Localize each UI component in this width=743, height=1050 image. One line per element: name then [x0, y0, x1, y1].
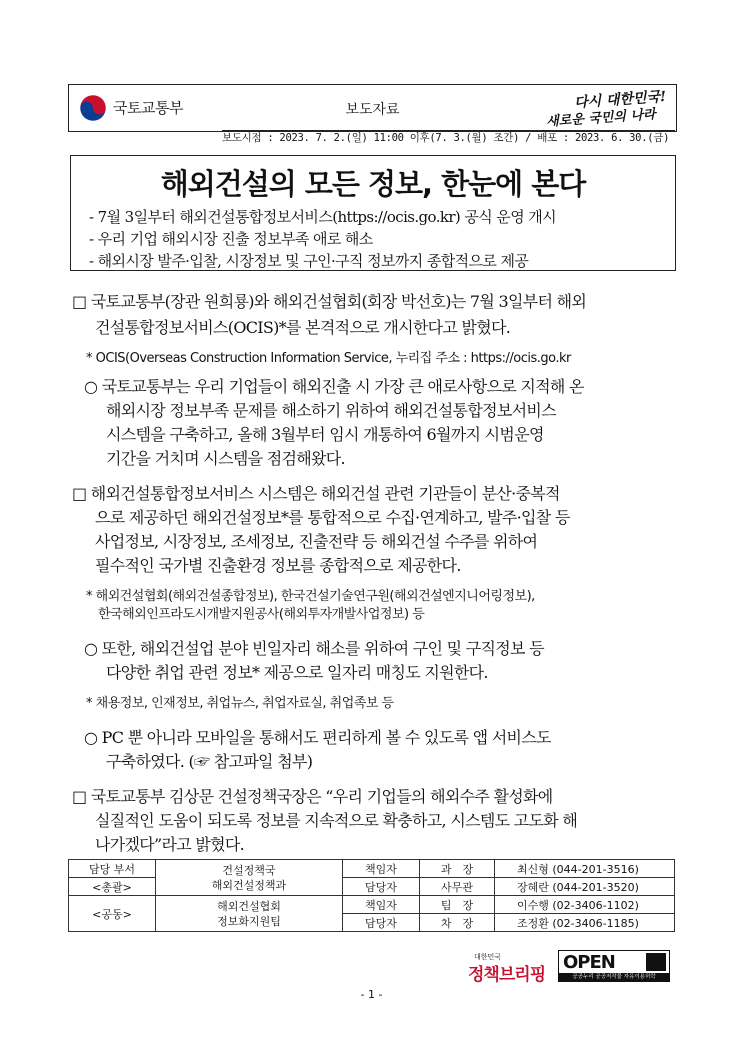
point-2-line-2: 다양한 취업 관련 정보* 제공으로 일자리 매칭도 지원한다.	[106, 663, 488, 682]
open-license-logo	[558, 950, 670, 982]
paragraph-3-line-3: 나가겠다”라고 밝혔다.	[95, 835, 245, 854]
point-1-line-4: 기간을 거치며 시스템을 점검해왔다.	[106, 449, 345, 468]
footnote-jobs: * 채용정보, 인재정보, 취업뉴스, 취업자료실, 취업족보 등	[86, 696, 394, 711]
slogan-line-2: 새로운 국민의 나라	[546, 107, 657, 130]
footnote-sources-1: * 해외건설협회(해외건설종합정보), 한국건설기술연구원(해외건설엔지니어링정보),	[86, 589, 535, 604]
point-1-line-1: ○ 국토교통부는 우리 기업들이 해외진출 시 가장 큰 애로사항으로 지적해 온	[84, 377, 584, 396]
paragraph-2-line-1: □ 해외건설통합정보서비스 시스템은 해외건설 관련 기관들이 분산·중복적	[72, 484, 560, 503]
paragraph-2-line-3: 사업정보, 시장정보, 조세정보, 진출전략 등 해외건설 수주를 위하여	[95, 532, 538, 551]
contact-title: 팀 장	[420, 896, 495, 914]
joint-tag: <공동>	[69, 896, 156, 932]
contact-person: 장혜란 (044-201-3520)	[495, 878, 675, 896]
paragraph-2-line-2: 으로 제공하던 해외건설정보*를 통합적으로 수집·연계하고, 발주·입찰 등	[95, 508, 570, 527]
title-box	[70, 155, 676, 271]
point-1-line-3: 시스템을 구축하고, 올해 3월부터 임시 개통하여 6월까지 시범운영	[106, 425, 544, 444]
dept-2-line-2: 정보화지원팀	[217, 914, 281, 928]
paragraph-3-line-1: □ 국토교통부 김상문 건설정책국장은 “우리 기업들의 해외수주 활성화에	[72, 787, 553, 806]
contact-title: 차 장	[420, 914, 495, 932]
open-label: OPEN	[563, 952, 615, 973]
page-number: - 1 -	[360, 988, 383, 1001]
subtitle-3: - 해외시장 발주·입찰, 시장정보 및 구인·구직 정보까지 종합적으로 제공	[89, 252, 529, 270]
dept-label: 담당 부서	[69, 860, 156, 878]
footnote-sources-2: 한국해외인프라도시개발지원공사(해외투자개발사업정보) 등	[98, 607, 425, 622]
table-row	[69, 860, 675, 878]
contact-role: 담당자	[343, 914, 420, 932]
dept-2-line-1: 해외건설협회	[217, 899, 281, 913]
subtitle-1: - 7월 3일부터 해외건설통합정보서비스(https://ocis.go.kr) 공식 운영 개시	[89, 208, 557, 226]
open-sub-label: 공공누리 공공저작물 자유이용허락	[559, 973, 669, 981]
point-3-line-1: ○ PC 뿐 아니라 모바일을 통해서도 편리하게 볼 수 있도록 앱 서비스도	[84, 728, 551, 747]
contact-role: 책임자	[343, 896, 420, 914]
point-2-line-1: ○ 또한, 해외건설업 분야 빈일자리 해소를 위하여 구인 및 구직정보 등	[84, 639, 544, 658]
press-header	[68, 84, 677, 132]
contact-person: 조정환 (02-3406-1185)	[495, 914, 675, 932]
slogan-line-1: 다시 대한민국!	[573, 88, 667, 112]
contact-person: 최신형 (044-201-3516)	[495, 860, 675, 878]
subtitle-2: - 우리 기업 해외시장 진출 정보부족 애로 해소	[89, 230, 373, 248]
dept-1-line-1: 건설정책국	[222, 863, 276, 877]
paragraph-2-line-4: 필수적인 국가별 진출환경 정보를 종합적으로 제공한다.	[95, 556, 461, 575]
point-3-line-2: 구축하였다. (☞ 참고파일 첨부)	[106, 752, 313, 771]
contact-title: 과 장	[420, 860, 495, 878]
paragraph-1-line-2: 건설통합정보서비스(OCIS)*를 본격적으로 개시한다고 밝혔다.	[95, 318, 511, 337]
dept-1	[156, 860, 343, 896]
ministry-name: 국토교통부	[113, 99, 183, 117]
contact-role: 담당자	[343, 878, 420, 896]
embargo-line: 보도시점 : 2023. 7. 2.(일) 11:00 이후(7. 3.(월) 조간) / 배포 : 2023. 6. 30.(금)	[222, 130, 675, 146]
footnote-ocis: * OCIS(Overseas Construction Information Service, 누리집 주소 : https://ocis.go.kr	[86, 351, 571, 366]
contact-title: 사무관	[420, 878, 495, 896]
briefing-label: 정책브리핑	[468, 965, 546, 985]
policy-briefing-logo	[468, 953, 546, 985]
main-tag: <총괄>	[69, 878, 156, 896]
table-row	[69, 896, 675, 914]
dept-1-line-2: 해외건설정책과	[211, 878, 287, 892]
dept-2	[156, 896, 343, 932]
document-type: 보도자료	[345, 102, 400, 118]
main-title: 해외건설의 모든 정보, 한눈에 본다	[160, 167, 586, 201]
briefing-small-label: 대한민국	[474, 953, 502, 961]
contact-table	[68, 859, 675, 932]
paragraph-1-line-1: □ 국토교통부(장관 원희룡)와 해외건설협회(회장 박선호)는 7월 3일부터 해외	[72, 292, 587, 311]
contact-person: 이수행 (02-3406-1102)	[495, 896, 675, 914]
paragraph-3-line-2: 실질적인 도움이 되도록 정보를 지속적으로 확충하고, 시스템도 고도화 해	[95, 811, 578, 830]
contact-role: 책임자	[343, 860, 420, 878]
point-1-line-2: 해외시장 정보부족 문제를 해소하기 위하여 해외건설통합정보서비스	[106, 401, 556, 420]
license-person-icon	[646, 953, 666, 971]
